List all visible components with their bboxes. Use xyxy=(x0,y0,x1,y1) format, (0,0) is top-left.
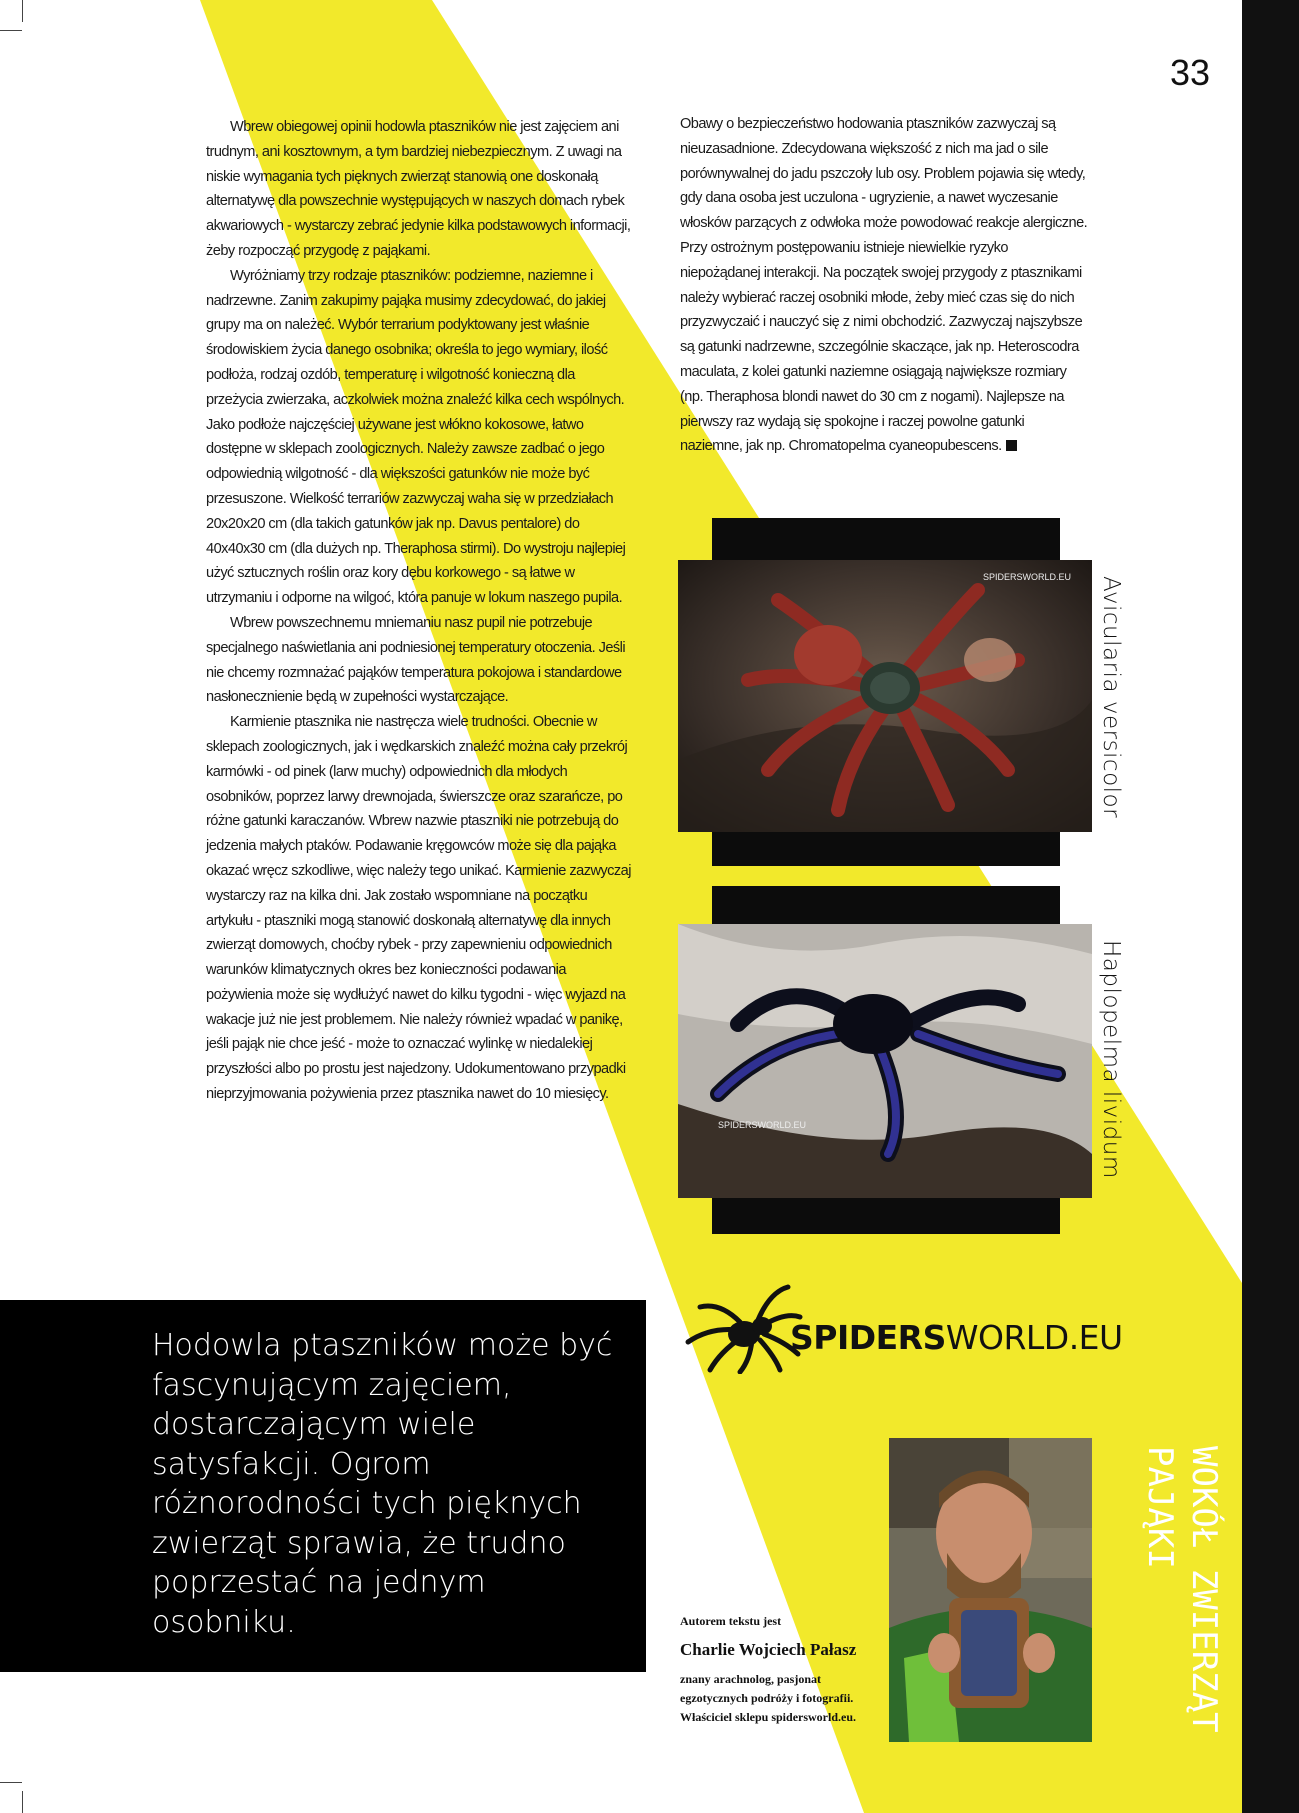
logo-wordmark-regular: WORLD.EU xyxy=(945,1318,1123,1357)
dark-sidebar xyxy=(1242,0,1299,1813)
author-description: znany arachnolog, pasjonat egzotycznych podróży i fotografii. Właściciel sklepu spidersworld.eu. xyxy=(680,1672,857,1724)
article-paragraph: Wyróżniamy trzy rodzaje ptaszników: podziemne, naziemne i nadrzewne. Zanim zakupimy pająka musimy zdecydować, do jakiej grupy ma on należeć. Wybór terrarium podyktowany jest właśnie środowiskiem życia danego osobnika; określa to jego wymiary, ilość podłoża, rodzaj ozdób, temperaturę i wilgotność konieczną dla przeżycia zwierzaka, aczkolwiek można znaleźć kilka cech wspólnych. Jako podłoże najczęściej używane jest włókno kokosowe, łatwo dostępne w sklepach zoologicznych. Należy zawsze zadbać o jego odpowiednią wilgotność - dla większości gatunków nie może być przesuszone. Wielkość terrariów zazwyczaj waha się w przedziałach 20x20x20 cm (dla takich gatunków jak np. Davus pentalore) do 40x40x30 cm (dla dużych np. Theraphosa stirmi). Do wystroju najlepiej użyć sztucznych roślin oraz kory dębu korkowego - są łatwe w utrzymaniu i odporne na wilgoć, która panuje w lokum naszego pupila. xyxy=(206,267,626,607)
article-paragraph: Wbrew obiegowej opinii hodowla ptaszników nie jest zajęciem ani trudnym, ani kosztownym, a tym bardziej niebezpiecznym. Z uwagi na niskie wymagania tych pięknych zwierząt stanowią one doskonałą alternatywę dla powszechnie występujących w naszych domach rybek akwariowych - wystarczy zebrać jedynie kilka podstawowych informacji, żeby rozpocząć przygodę z pająkami. xyxy=(206,119,631,259)
article-paragraph-container xyxy=(680,112,1090,459)
section-title-line: WOKÓŁ ZWIERZĄT xyxy=(1184,1446,1224,1733)
photo-caption: Haplopelma lividum xyxy=(1098,940,1124,1179)
logo-wordmark xyxy=(790,1318,1123,1357)
photo-caption: Avicularia versicolor xyxy=(1098,576,1124,819)
section-title xyxy=(1138,1446,1226,1733)
article-paragraph: Karmienie ptasznika nie nastręcza wiele trudności. Obecnie w sklepach zoologicznych, jak i wędkarskich znaleźć można cały przekrój karmówki - od pinek (larw muchy) odpowiednich dla młodych osobników, poprzez larwy drewnojada, świerszcze oraz szarańcze, po różne gatunki karaczanów. Wbrew nazwie ptaszniki nie potrzebują do jedzenia małych ptaków. Podawanie kręgowców może się dla pająka okazać wręcz szkodliwe, więc należy tego unikać. Karmienie zazwyczaj wystarczy raz na kilka dni. Jak zostało wspomniane na początku artykułu - ptaszniki mogą stanowić doskonałą alternatywę dla innych zwierząt domowych, choćby rybek - przy zapewnieniu odpowiednich warunków klimatycznych okres bez konieczności podawania pożywienia może się wydłużyć nawet do kilku tygodni - więc wyjazd na wakacje już nie jest problemem. Nie należy również wpadać w panikę, jeśli pająk nie chce jeść - może to oznaczać wylinkę w niedalekiej przyszłości albo po prostu jest najedzony. Udokumentowano przypadki nieprzyjmowania pożywienia przez ptasznika nawet do 10 miesięcy. xyxy=(206,714,631,1103)
spider-photo-haplopelma xyxy=(678,924,1092,1198)
author-name: Charlie Wojciech Pałasz xyxy=(680,1640,857,1659)
photo-watermark: SPIDERSWORLD.EU xyxy=(983,572,1072,582)
logo-wordmark-bold: SPIDERS xyxy=(790,1318,946,1357)
crop-mark xyxy=(22,0,23,22)
photo-watermark: SPIDERSWORLD.EU xyxy=(718,1120,807,1130)
pull-quote: Hodowla ptaszników może być fascynującym zajęciem, dostarczającym wiele satysfakcji. Ogrom różnorodności tych pięknych zwierząt sprawia, że trudno poprzestać na jednym osobniku. xyxy=(152,1328,613,1640)
article-right-column xyxy=(680,112,1090,459)
section-title-line: PAJĄKI xyxy=(1140,1446,1180,1569)
crop-mark xyxy=(22,1791,23,1813)
crop-mark xyxy=(0,30,22,31)
page-number: 33 xyxy=(1170,52,1211,93)
spider-photo-avicularia xyxy=(678,560,1092,832)
author-photo xyxy=(889,1438,1092,1742)
article-paragraph: Wbrew powszechnemu mniemaniu nasz pupil nie potrzebuje specjalnego naświetlania ani podniesionej temperatury otoczenia. Jeśli nie chcemy rozmnażać pająków temperatura pokojowa i standardowe nasłonecznienie będą w zupełności wystarczające. xyxy=(206,614,626,706)
article-paragraph: Obawy o bezpieczeństwo hodowania ptaszników zazwyczaj są nieuzasadnione. Zdecydowana większość z nich ma jad o sile porównywalnej do jadu pszczoły lub osy. Problem pojawia się wtedy, gdy dana osoba jest uczulona - ugryzienie, a nawet wyczesanie włosków parzących z odwłoka może powodować reakcje alergiczne. Przy ostrożnym postępowaniu istnieje niewielkie ryzyko niepożądanej interakcji. Na początek swojej przygody z ptasznikami należy wybierać raczej osobniki młode, żeby mieć czas się do nich przyzwyczaić i nauczyć się z nimi obchodzić. Zazwyczaj najszybsze są gatunki nadrzewne, szczególnie skaczące, jak np. Heteroscodra maculata, z kolei gatunki naziemne osiągają największe rozmiary (np. Theraphosa blondi nawet do 30 cm z nogami). Najlepsze na pierwszy raz wydają się spokojne i raczej powolne gatunki naziemne, jak np. Chromatopelma cyaneopubescens. xyxy=(680,116,1088,455)
author-intro: Autorem tekstu jest xyxy=(680,1614,782,1628)
end-of-article-mark xyxy=(1006,440,1017,451)
article-left-column xyxy=(206,115,632,1107)
crop-mark xyxy=(0,1782,22,1783)
